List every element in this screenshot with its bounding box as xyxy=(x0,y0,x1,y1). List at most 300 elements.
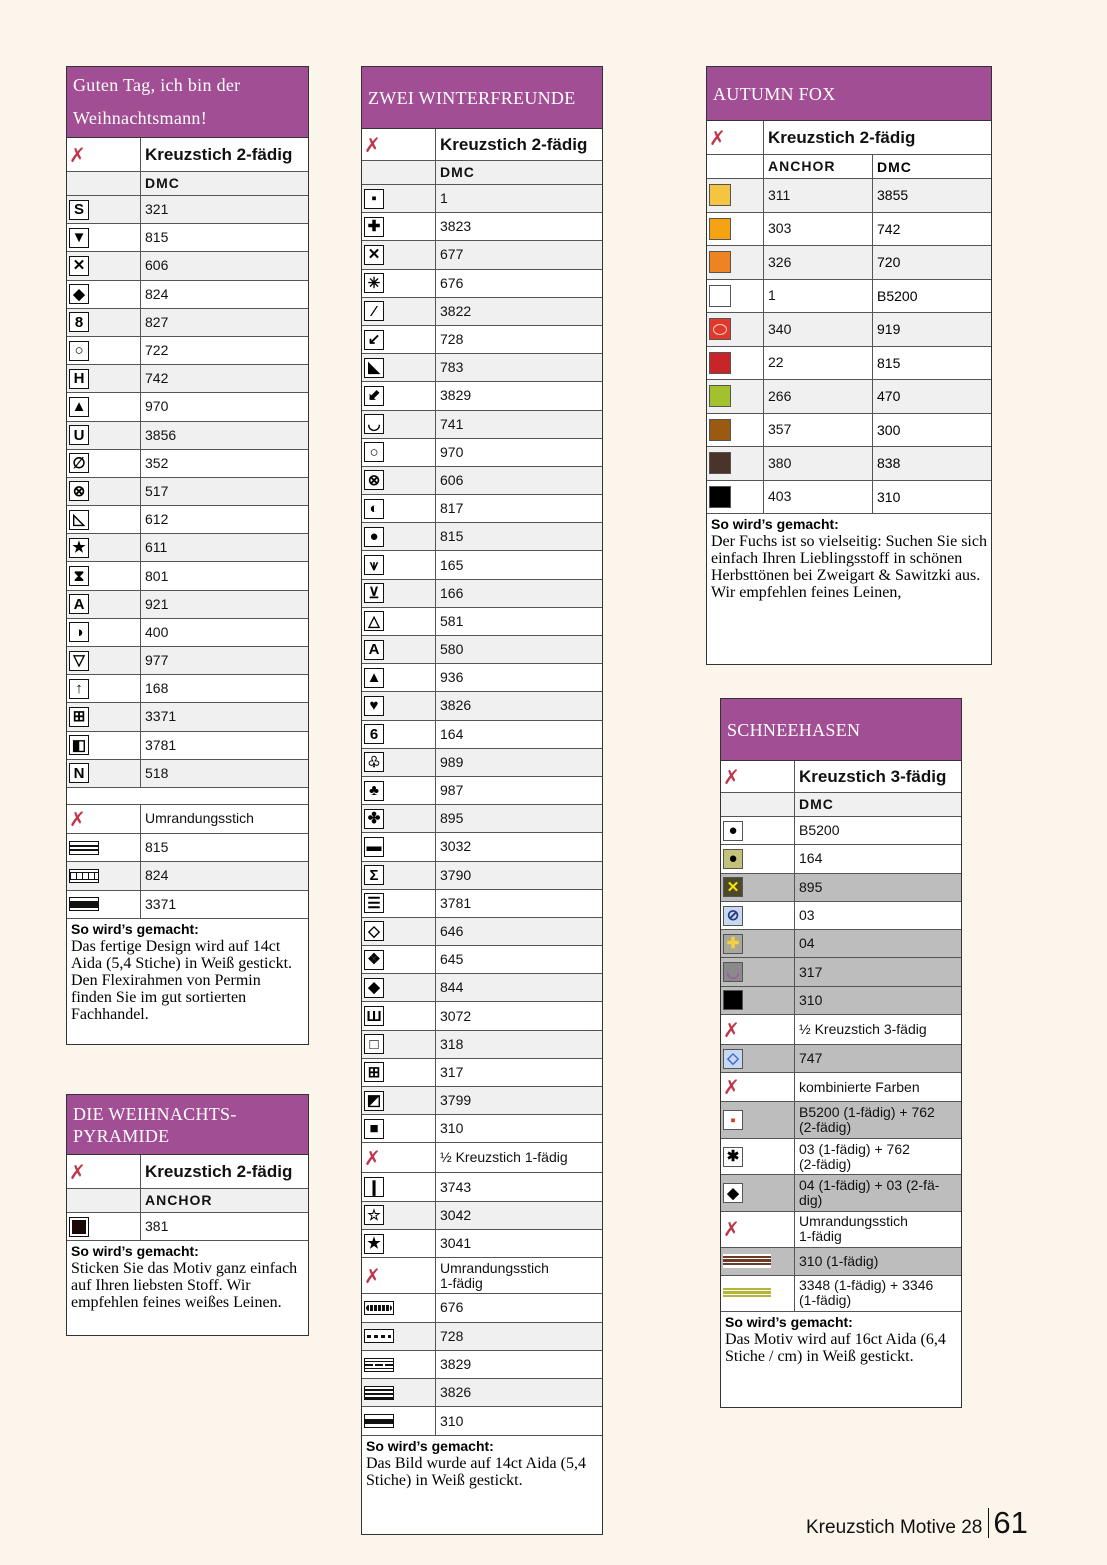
color-number: 352 xyxy=(145,454,169,471)
table-row xyxy=(721,1073,961,1102)
symbol-cell xyxy=(362,1379,436,1406)
symbol-cell xyxy=(362,523,436,550)
anchor-number: 311 xyxy=(768,186,791,203)
table-row xyxy=(362,1002,602,1030)
symbol-cell xyxy=(362,1059,436,1086)
outline-line-icon xyxy=(69,869,99,883)
dmc-number: 720 xyxy=(872,246,996,279)
small-square-icon: ▪ xyxy=(364,189,384,209)
symbol-cell xyxy=(67,891,141,918)
table-row xyxy=(362,1173,602,1201)
arrow-up-icon: ↑ xyxy=(69,679,89,699)
table-row xyxy=(362,495,602,523)
table-row xyxy=(707,414,991,448)
outline-label xyxy=(795,1212,961,1247)
symbol-cell xyxy=(362,1087,436,1114)
diamond-ornate-icon: ❖ xyxy=(364,950,384,970)
symbol-cell xyxy=(707,347,764,380)
color-number: 3042 xyxy=(440,1206,472,1223)
symbol-cell xyxy=(67,591,141,618)
anchor-number: 326 xyxy=(768,253,792,270)
symbol-cell xyxy=(67,478,141,505)
color-number: 989 xyxy=(440,753,464,770)
symbol-cell xyxy=(707,313,764,346)
dmc-number: 300 xyxy=(872,414,996,447)
table-row xyxy=(67,196,308,224)
symbol-cell xyxy=(362,213,436,240)
cross-stitch-icon: ✗ xyxy=(723,1017,740,1042)
color-number: 3781 xyxy=(440,894,472,911)
table-row xyxy=(362,298,602,326)
empty-set-icon: ∅ xyxy=(69,453,89,473)
outline-value-line1: 3348 (1-fädig) + 3346 xyxy=(799,1277,934,1294)
right-triangle-icon: ◺ xyxy=(69,510,89,530)
symbol-cell xyxy=(362,270,436,297)
table-row xyxy=(67,365,308,393)
panel-title-text: Guten Tag, ich bin der Weihnachtsmann! xyxy=(73,75,241,128)
table-row xyxy=(362,608,602,636)
table-row xyxy=(362,1407,602,1435)
column-header: ANCHOR xyxy=(145,1192,213,1208)
panel-title xyxy=(67,1095,308,1155)
symbol-cell xyxy=(707,121,764,154)
color-number: 400 xyxy=(145,623,169,640)
table-row xyxy=(362,1031,602,1059)
column-header-spacer xyxy=(67,1189,141,1212)
stitch-header-row xyxy=(67,1155,308,1189)
symbol-cell xyxy=(707,246,764,279)
symbol-cell xyxy=(362,1230,436,1257)
color-number: 168 xyxy=(145,680,169,697)
table-row xyxy=(721,1015,961,1045)
table-row xyxy=(362,1202,602,1230)
table-row xyxy=(67,675,308,703)
symbol-cell xyxy=(67,862,141,889)
diamond-filled-icon: ◆ xyxy=(723,1183,743,1203)
anchor-number: 340 xyxy=(768,320,792,337)
symbol-cell xyxy=(362,1258,436,1293)
symbol-cell xyxy=(721,1045,795,1072)
symbol-cell xyxy=(362,354,436,381)
stitch-type: Kreuzstich 2-fädig xyxy=(440,135,588,154)
cross-stitch-icon: ✗ xyxy=(364,1263,381,1288)
table-row xyxy=(721,987,961,1015)
club-filled-icon: ♣ xyxy=(364,781,384,801)
x-icon: ✕ xyxy=(364,245,384,265)
color-number: 645 xyxy=(440,951,464,968)
color-number: 3743 xyxy=(440,1178,472,1195)
symbol-cell xyxy=(721,1248,795,1275)
letter-a-icon: A xyxy=(69,594,89,614)
color-number: 580 xyxy=(440,641,464,658)
table-row xyxy=(362,1059,602,1087)
stitch-type: Kreuzstich 2-fädig xyxy=(145,1162,293,1181)
combined-value-line2: (2-fädig) xyxy=(799,1155,852,1172)
symbol-cell xyxy=(721,761,795,792)
table-row xyxy=(362,721,602,749)
diamond-outline-icon: ◇ xyxy=(364,921,384,941)
star-filled-icon: ★ xyxy=(364,1234,384,1254)
dot-olive-icon: ● xyxy=(723,849,743,869)
table-row xyxy=(362,833,602,861)
page-number: 61 xyxy=(988,1508,1027,1538)
table-row xyxy=(707,280,991,314)
stitch-header-row xyxy=(67,138,308,172)
dmc-number: 838 xyxy=(872,447,996,480)
column-header-row xyxy=(67,172,308,196)
triangle-down-outline-icon: ▽ xyxy=(69,651,89,671)
table-row xyxy=(362,241,602,269)
stitch-header-row xyxy=(707,121,991,155)
symbol-cell xyxy=(67,1213,141,1240)
v-bar-icon: ⩛ xyxy=(364,555,384,575)
table-row xyxy=(721,845,961,873)
table-row xyxy=(362,1258,602,1294)
symbol-cell xyxy=(362,326,436,353)
color-swatch-icon xyxy=(709,385,731,407)
circled-x-icon: ⊗ xyxy=(69,481,89,501)
symbol-cell xyxy=(707,380,764,413)
color-number: 801 xyxy=(145,567,169,584)
table-row xyxy=(707,447,991,481)
table-row xyxy=(362,1230,602,1258)
color-number: 895 xyxy=(440,810,464,827)
color-number: 815 xyxy=(440,528,464,545)
combined-value-line1: 03 (1-fädig) + 762 xyxy=(799,1140,910,1157)
plus-yellow-icon: ✚ xyxy=(723,934,743,954)
heart-icon: ♥ xyxy=(364,696,384,716)
symbol-cell xyxy=(362,1294,436,1321)
grid-square-icon: ⊞ xyxy=(69,707,89,727)
asterisk-bold-icon: ✱ xyxy=(723,1147,743,1167)
symbol-cell xyxy=(67,337,141,364)
panel-title xyxy=(362,67,602,129)
table-row xyxy=(67,619,308,647)
table-row xyxy=(67,788,308,805)
symbol-cell xyxy=(362,241,436,268)
symbol-cell xyxy=(362,749,436,776)
diamond-blue-icon: ◇ xyxy=(723,1049,743,1069)
outline-value xyxy=(795,1276,961,1311)
table-row xyxy=(362,439,602,467)
instructions-text: Das Bild wurde auf 14ct Aida (5,4 Stiche) in Weiß gestickt. xyxy=(366,1454,586,1489)
square-filled-icon: ■ xyxy=(364,1119,384,1139)
symbol-cell xyxy=(721,1276,795,1311)
instructions xyxy=(707,514,991,605)
combined-value xyxy=(795,1139,961,1175)
table-row xyxy=(362,946,602,974)
color-swatch-icon xyxy=(709,184,731,206)
table-row xyxy=(362,1087,602,1115)
panel-title-text: AUTUMN FOX xyxy=(713,83,836,104)
color-number: 165 xyxy=(440,556,464,573)
color-number: 970 xyxy=(145,398,169,415)
table-row xyxy=(707,347,991,381)
symbol-cell xyxy=(67,732,141,759)
color-number: 3829 xyxy=(440,1356,472,1372)
color-number: 381 xyxy=(145,1218,169,1234)
table-row xyxy=(362,354,602,382)
column-header: DMC xyxy=(145,175,180,191)
cup-icon: ◡ xyxy=(364,414,384,434)
table-row xyxy=(721,817,961,845)
color-number: 895 xyxy=(799,878,823,895)
symbol-cell xyxy=(362,1323,436,1350)
cross-stitch-icon: ✗ xyxy=(69,806,86,831)
letter-h-icon: H xyxy=(69,369,89,389)
outline-label-line1: Umrandungsstich xyxy=(799,1213,908,1230)
sigma-icon: Σ xyxy=(364,865,384,885)
cross-stitch-icon: ✗ xyxy=(723,1075,740,1100)
anchor-number: 357 xyxy=(768,421,792,438)
symbol-cell xyxy=(362,1407,436,1434)
color-number: 581 xyxy=(440,612,464,629)
table-row xyxy=(721,1139,961,1176)
panel-schneehasen xyxy=(720,698,962,1408)
color-number: 3829 xyxy=(440,387,472,404)
symbol-cell xyxy=(67,534,141,561)
symbol-cell xyxy=(721,1175,795,1211)
table-row xyxy=(707,481,991,515)
striped-square-icon: ☰ xyxy=(364,893,384,913)
color-number: 921 xyxy=(145,595,169,612)
panel-title xyxy=(707,67,991,121)
symbol-cell xyxy=(362,298,436,325)
anchor-number: 403 xyxy=(768,488,792,505)
color-number: 3822 xyxy=(440,302,472,319)
combined-value xyxy=(795,1102,961,1138)
symbol-cell xyxy=(67,675,141,702)
stitch-header-row xyxy=(362,129,602,161)
circle-outline-icon: ○ xyxy=(364,442,384,462)
outline-line-icon xyxy=(364,1358,394,1372)
color-swatch-icon xyxy=(709,486,731,508)
symbol-cell xyxy=(707,155,764,178)
club-outline-icon: ♧ xyxy=(364,752,384,772)
color-number: 321 xyxy=(145,201,169,218)
color-number: 3823 xyxy=(440,218,472,235)
table-row xyxy=(362,974,602,1002)
dmc-number: 919 xyxy=(872,313,996,346)
table-row xyxy=(67,562,308,590)
table-row xyxy=(362,270,602,298)
symbol-cell xyxy=(721,958,795,985)
table-row xyxy=(67,309,308,337)
symbol-cell xyxy=(362,1173,436,1200)
anchor-number: 380 xyxy=(768,454,792,471)
table-row xyxy=(362,580,602,608)
table-row xyxy=(67,252,308,280)
color-number: 827 xyxy=(145,313,169,330)
table-row xyxy=(721,874,961,902)
table-row xyxy=(721,1175,961,1212)
symbol-cell xyxy=(707,213,764,246)
circled-x-icon: ⊗ xyxy=(364,470,384,490)
table-row xyxy=(67,891,308,919)
table-row xyxy=(67,337,308,365)
table-row xyxy=(707,213,991,247)
symbol-cell xyxy=(362,608,436,635)
symbol-cell xyxy=(707,481,764,514)
table-row xyxy=(362,382,602,410)
color-number: 317 xyxy=(799,963,823,980)
color-number: 676 xyxy=(440,274,464,291)
symbol-cell xyxy=(362,551,436,578)
symbol-cell xyxy=(67,224,141,251)
symbol-cell xyxy=(721,817,795,844)
color-number: 742 xyxy=(145,370,169,387)
color-number: 815 xyxy=(145,229,169,246)
symbol-cell xyxy=(67,506,141,533)
outline-label-line1: Umrandungsstich xyxy=(440,1259,549,1276)
color-number: 164 xyxy=(440,725,464,742)
table-row xyxy=(362,692,602,720)
table-row xyxy=(362,1351,602,1379)
table-row xyxy=(362,862,602,890)
half-circle-icon: ◑ xyxy=(69,622,89,642)
panel-title-line2: PYRAMIDE xyxy=(73,1125,170,1146)
color-swatch-icon xyxy=(709,218,731,240)
dmc-number: 470 xyxy=(872,380,996,413)
digit-6-icon: 6 xyxy=(364,724,384,744)
color-number: 310 xyxy=(440,1120,464,1137)
anchor-number: 22 xyxy=(768,354,784,371)
symbol-cell xyxy=(362,161,436,184)
anchor-number: 266 xyxy=(768,387,792,404)
table-row xyxy=(721,1045,961,1073)
table-row xyxy=(721,1248,961,1276)
color-number: 783 xyxy=(440,359,464,376)
symbol-cell xyxy=(67,309,141,336)
table-row xyxy=(362,326,602,354)
table-row xyxy=(721,1276,961,1312)
panel-title-text: SCHNEEHASEN xyxy=(727,719,861,740)
table-row xyxy=(362,918,602,946)
column-header-row xyxy=(67,1189,308,1213)
outline-line-icon xyxy=(723,1254,771,1268)
outline-value xyxy=(795,1248,961,1275)
triangle-up-filled-icon: ▲ xyxy=(364,668,384,688)
symbol-cell xyxy=(67,196,141,223)
triangle-down-filled-icon: ▼ xyxy=(69,228,89,248)
cross-stitch-icon: ✗ xyxy=(364,1145,381,1170)
color-number: 728 xyxy=(440,331,464,348)
symbol-cell xyxy=(362,890,436,917)
panel-title xyxy=(67,67,308,138)
symbol-cell xyxy=(362,580,436,607)
symbol-cell xyxy=(721,987,795,1014)
symbol-cell xyxy=(67,172,141,195)
letter-n-icon: N xyxy=(69,763,89,783)
symbol-cell xyxy=(67,619,141,646)
circle-filled-icon: ● xyxy=(364,527,384,547)
table-row xyxy=(362,411,602,439)
table-row xyxy=(721,1102,961,1139)
combined-value xyxy=(795,1175,961,1211)
symbol-cell xyxy=(707,179,764,212)
half-dot-purple-icon: ◡ xyxy=(723,962,743,982)
color-number: 3799 xyxy=(440,1092,472,1109)
table-row xyxy=(707,246,991,280)
outline-line-icon xyxy=(364,1386,394,1400)
color-number: 646 xyxy=(440,922,464,939)
color-swatch-icon xyxy=(709,419,731,441)
cross-stitch-icon: ✗ xyxy=(723,764,740,789)
symbol-cell xyxy=(67,138,141,171)
color-number: 970 xyxy=(440,443,464,460)
color-number: 728 xyxy=(440,1327,464,1344)
combined-value-line1: B5200 (1-fädig) + 762 xyxy=(799,1104,935,1121)
symbol-cell xyxy=(362,833,436,860)
outline-value-line1: 310 (1-fädig) xyxy=(799,1252,879,1269)
square-black-icon: ■ xyxy=(723,990,743,1010)
symbol-cell xyxy=(721,874,795,901)
table-row xyxy=(67,834,308,862)
symbol-cell xyxy=(362,1002,436,1029)
color-number: 3072 xyxy=(440,1007,472,1024)
symbol-cell xyxy=(721,1073,795,1101)
magazine-title: Kreuzstich Motive 28 xyxy=(806,1517,983,1538)
table-row xyxy=(67,760,308,788)
symbol-cell xyxy=(707,280,764,313)
symbol-cell xyxy=(707,447,764,480)
table-row xyxy=(362,1115,602,1143)
color-number: 3032 xyxy=(440,838,472,855)
cross-stitch-icon: ✗ xyxy=(709,125,726,150)
color-number: 977 xyxy=(145,652,169,669)
color-number: 3371 xyxy=(145,708,177,725)
panel-weihnachtsmann xyxy=(66,66,309,1045)
table-row xyxy=(67,1213,308,1241)
color-number: 824 xyxy=(145,867,169,884)
color-number: 3790 xyxy=(440,866,472,883)
table-row xyxy=(67,862,308,890)
table-row xyxy=(67,805,308,834)
dmc-number: B5200 xyxy=(872,280,996,313)
symbol-cell xyxy=(362,974,436,1001)
small-red-square-icon: ▪ xyxy=(723,1110,743,1130)
symbol-cell xyxy=(67,562,141,589)
color-number: 606 xyxy=(145,257,169,274)
square-outline-icon: □ xyxy=(364,1034,384,1054)
diamond-filled-icon: ◆ xyxy=(364,978,384,998)
symbol-cell xyxy=(67,647,141,674)
table-row xyxy=(362,664,602,692)
outline-line-icon xyxy=(69,897,99,911)
table-row xyxy=(362,777,602,805)
dmc-number: 815 xyxy=(872,347,996,380)
stitch-type: Kreuzstich 2-fädig xyxy=(768,128,916,147)
color-number: 677 xyxy=(440,246,464,263)
color-number: 722 xyxy=(145,342,169,359)
grid-square-icon: ⊞ xyxy=(364,1062,384,1082)
dmc-number: 310 xyxy=(872,481,996,514)
hourglass-icon: ⧗ xyxy=(69,566,89,586)
instructions xyxy=(721,1312,961,1369)
column-header-dmc: DMC xyxy=(872,155,996,178)
symbol-cell xyxy=(362,467,436,494)
outline-line-icon xyxy=(723,1286,771,1300)
v-underline-icon: ⊻ xyxy=(364,583,384,603)
table-row xyxy=(707,313,991,347)
instructions-heading: So wird’s gemacht: xyxy=(725,1313,853,1330)
color-number: 3826 xyxy=(440,1384,472,1401)
panel-title-line1: DIE WEIHNACHTS- xyxy=(73,1103,237,1124)
symbol-cell xyxy=(362,721,436,748)
outline-label-line2: 1-fädig xyxy=(799,1228,842,1245)
symbol-cell xyxy=(362,664,436,691)
color-swatch-icon xyxy=(709,285,731,307)
